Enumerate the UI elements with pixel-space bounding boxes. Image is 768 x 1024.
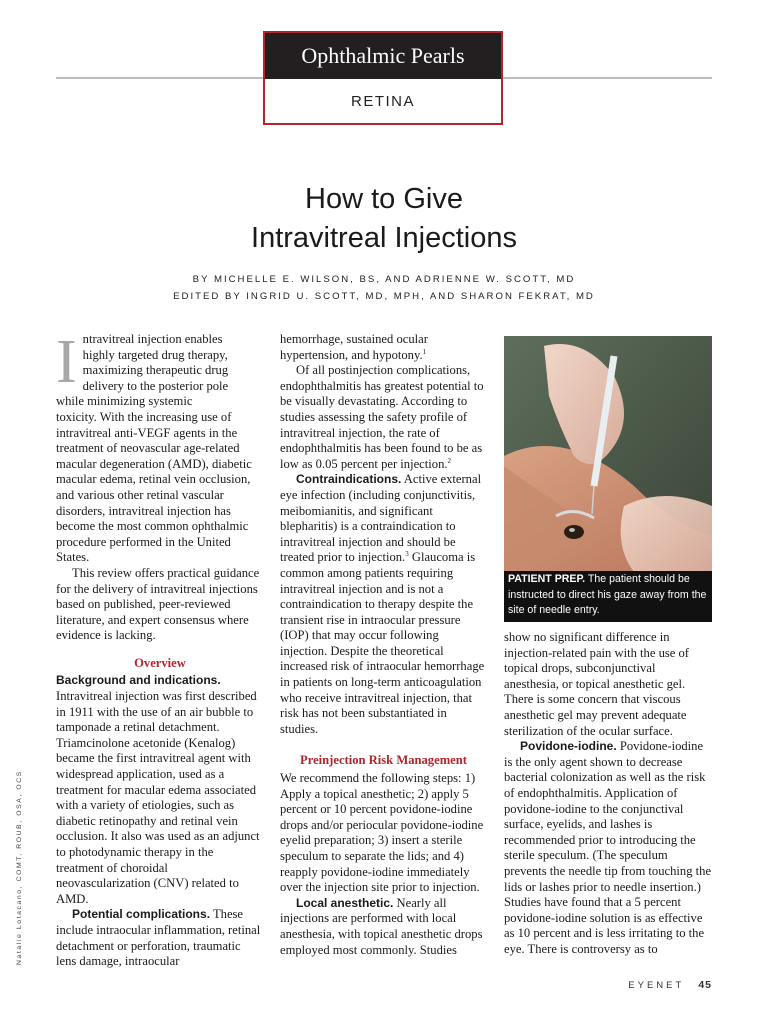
anesthetic-paragraph: [280, 896, 487, 958]
caption-text: The patient should be instructed to direct his gaze away from the site of needle entry.: [508, 573, 707, 617]
anesthetic-label: Local anesthetic.: [296, 895, 394, 910]
povidone-label: Povidone-iodine.: [520, 739, 617, 754]
review-paragraph: This review offers practical guidance for the delivery of intravitreal injections based on published, peer-reviewed literature, and expert consensus where evidence is lacking.: [56, 565, 260, 643]
heading-risk-management: Preinjection Risk Management: [300, 753, 467, 768]
contraindications-paragraph: [280, 472, 487, 737]
title-line-2: Intravitreal Injections: [251, 222, 517, 254]
drop-cap: I: [56, 328, 77, 396]
intro-rest: toxicity. With the increasing use of intravitreal anti-VEGF agents in the treatment of neovascular age-related macular degeneration (AMD), diabetic macular edema, retinal vein occlusion, and various other retinal vascular disorders, intravitreal injection has become the most common ophthalmic procedure performed in the United States.: [56, 409, 252, 565]
background-label: Background and indications.: [56, 673, 221, 688]
intro-line-5: while minimizing systemic: [56, 394, 193, 409]
heading-overview: Overview: [134, 655, 186, 670]
journal-name: EYENET: [628, 980, 685, 991]
hemorrhage-paragraph: [280, 332, 487, 363]
intro-line-4: delivery to the posterior pole: [82, 378, 229, 393]
povidone-paragraph: [504, 739, 712, 957]
intro-line-2: highly targeted drug therapy,: [82, 347, 228, 362]
contraindications-text: Active external eye infection (including conjunctivitis, meibomianitis, and significant blepharitis) is a contraindication to intravitreal injection and should be treated prior to injection.: [280, 472, 482, 565]
anesthetic-text: Nearly all injections are performed with local anesthesia, with topical anesthetic drops employed most commonly. Studies: [280, 895, 483, 957]
background-paragraph: [56, 673, 264, 907]
contraindications-label: Contraindications.: [296, 472, 402, 487]
complications-label: Potential complications.: [72, 907, 211, 922]
glaucoma-text: Glaucoma is common among patients requiring intravitreal injection and is not a contraindication to therapy despite the transient rise in intraocular pressure (IOP) that may occur following injection. Despite the theoretical increased risk of intraocular hemorrhage in patients on long-term anticoagulation who receive intravitreal injection, that risk has not been substantiated in studies.: [280, 550, 485, 736]
photo-credit: Natalie Lotacano, COMT, ROUB, OSA, OCS: [16, 770, 23, 965]
page-number: 45: [698, 979, 712, 991]
title-line-1: How to Give: [305, 183, 463, 215]
column-2: [280, 332, 487, 958]
eye: [564, 525, 584, 539]
byline-authors: BY MICHELLE E. WILSON, BS, AND ADRIENNE W. SCOTT, MD: [192, 274, 576, 285]
section-banner: [263, 31, 503, 125]
page-footer: [628, 979, 712, 991]
intro-line-1: ntravitreal injection enables: [82, 332, 223, 346]
background-text: Intravitreal injection was first described in 1911 with the use of an air bubble to tamponade a retinal detachment. Triamcinolone acetonide (Kenalog) became the first intravitreal agent with widespread application, used as a treatment for macular edema associated with a variety of etiologies, such as diabetic retinopathy and retinal vein occlusion. It also was used as an adjunct to photodynamic therapy in the treatment of choroidal neovascularization (CNV) related to AMD.: [56, 689, 260, 906]
subsection-title: RETINA: [350, 92, 415, 110]
byline-editors: EDITED BY INGRID U. SCOTT, MD, MPH, AND SHARON FEKRAT, MD: [173, 291, 595, 302]
complications-text: These include intraocular inflammation, retinal detachment or perforation, traumatic lens damage, intraocular: [56, 907, 261, 969]
complications-paragraph: [56, 907, 264, 969]
povidone-text: Povidone-iodine is the only agent shown to decrease bacterial colonization as well as the risk of endophthalmitis. Application of povidone-iodine to the conjunctival surface, eyelids, and lashes is recommended prior to introducing the sterile speculum. (The speculum prevents the needle tip from touching the lids or lashes prior to needle insertion.) Studies have found that a 5 percent povidone-iodine solution is as effective as 10 percent and is less irritating to the eye. There is controversy as to: [504, 739, 712, 956]
column-3: [504, 630, 712, 957]
injection-illustration: [504, 336, 712, 572]
steps-paragraph: We recommend the following steps: 1) Apply a topical anesthetic; 2) apply 5 percent or 10 percent povidone-iodine drops and/or periocular povidone-iodine eyelid preparation; 3) insert a sterile speculum to separate the lids; and 4) reapply povidone-iodine immediately over the injection site prior to injection.: [280, 771, 484, 895]
ref-1: 1: [422, 347, 427, 356]
endophthalmitis-text: Of all postinjection complications, endophthalmitis has greatest potential to be visually devastating. According to studies assessing the safety profile of intravitreal injection, the rate of endophthalmitis has been found to be as low as 0.05 percent per injection.: [280, 363, 484, 471]
anesthesia-comparison-paragraph: show no significant difference in injection-related pain with the use of topical drops, subconjunctival anesthesia, or topical anesthetic gel. There is some concern that viscous anesthetic gel may prevent adequate sterilization of the ocular surface.: [504, 630, 689, 738]
ref-3: 3: [405, 550, 409, 559]
article-title: [0, 180, 768, 258]
ref-2: 2: [447, 456, 452, 465]
column-1: [56, 328, 264, 970]
hemorrhage-text: hemorrhage, sustained ocular hypertension, and hypotony.: [280, 332, 428, 362]
intro-paragraph: [56, 328, 264, 566]
caption-label: PATIENT PREP.: [508, 573, 586, 585]
byline: [0, 271, 768, 305]
section-title: Ophthalmic Pearls: [265, 33, 501, 79]
intro-line-3: maximizing therapeutic drug: [82, 363, 229, 378]
endophthalmitis-paragraph: [280, 363, 487, 472]
photo-caption: [504, 571, 712, 621]
